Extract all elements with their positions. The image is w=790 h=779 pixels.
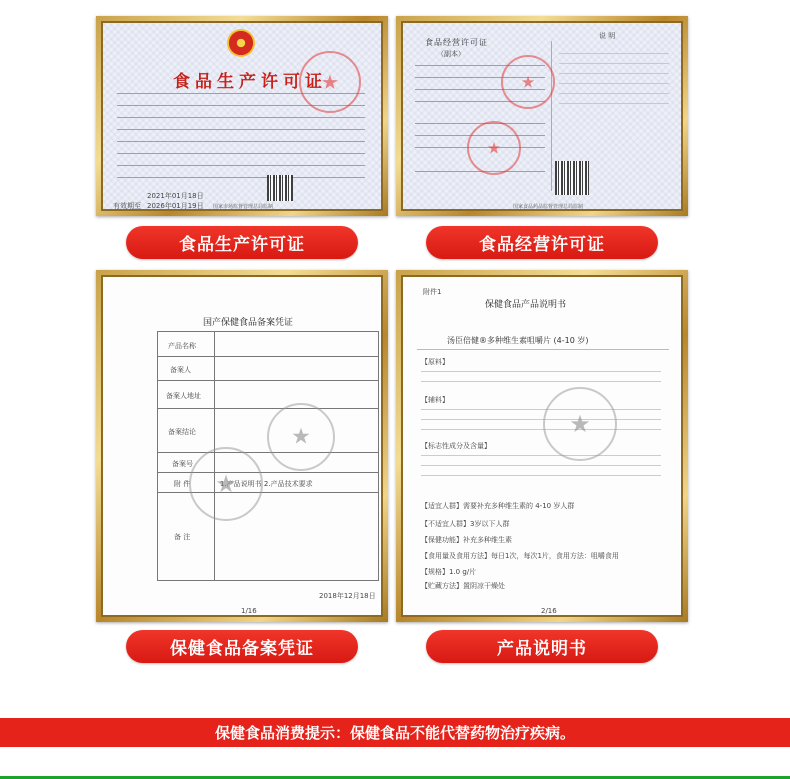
- qr-code: [267, 175, 293, 201]
- caption-food-production-license: 食品生产许可证: [126, 226, 358, 259]
- national-emblem-icon: [227, 29, 255, 57]
- cert-title: 国产保健食品备案凭证: [203, 318, 294, 328]
- cert-food-production-image: [103, 23, 381, 209]
- cert-subtitle: （副本）: [437, 50, 465, 58]
- cert-title: 食品经营许可证: [425, 38, 488, 47]
- cert-footer-note: 国家市场监督管理总局监制: [213, 204, 274, 209]
- caption-product-manual: 产品说明书: [426, 630, 658, 663]
- record-table: 产品名称 备案人 备案人地址 备案结论 备案号 附 件 备 注 1.产品说明书 2.产品技术要求: [157, 331, 379, 581]
- side-title: 说 明: [599, 32, 616, 40]
- caption-food-business-license: 食品经营许可证: [426, 226, 658, 259]
- valid-date: 2026年01月19日: [147, 202, 204, 209]
- red-seal-stamp: ★: [501, 55, 555, 109]
- red-seal-stamp: ★: [467, 121, 521, 175]
- consumer-tip-banner: 保健食品消费提示：保健食品不能代替药物治疗疾病。: [0, 718, 790, 747]
- valid-label: 有效期至: [113, 202, 141, 209]
- attachment-label: 附件1: [423, 288, 442, 296]
- qr-code: [555, 161, 589, 195]
- issue-date: 2021年01月18日: [147, 192, 204, 200]
- cert-food-production-frame: [96, 16, 388, 216]
- cert-title: 食品生产许可证: [173, 72, 327, 92]
- product-name: 汤臣倍健®多种维生素咀嚼片 (4-10 岁): [447, 336, 589, 345]
- red-seal-stamp: ★: [543, 387, 617, 461]
- caption-health-food-record: 保健食品备案凭证: [126, 630, 358, 663]
- cert-product-manual-frame: [396, 270, 688, 622]
- cert-food-business-image: [403, 23, 681, 209]
- page-number: 2/16: [541, 607, 557, 615]
- cert-food-business-frame: [396, 16, 688, 216]
- red-seal-stamp: ★: [189, 447, 263, 521]
- cert-health-food-record-frame: [96, 270, 388, 622]
- cert-product-manual-image: 附件1 保健食品产品说明书 汤臣倍健®多种维生素咀嚼片 (4-10 岁) 【原料】 【辅料】 【标志性成分及含量】 【适宜人群】需要补充多种维生素的 4-10 岁人群 【不适宜人群】3岁以下人群 【保健功能】补充多种维生素 【食用量及食用方法】每日1次，每次1片，食用方法：咀嚼食用 【规格】1.0 g/片 【贮藏方法】置阴凉干燥处 ★ 2/16: [403, 277, 681, 615]
- red-seal-stamp: ★: [267, 403, 335, 471]
- cert-footer-note: 国家食品药品监督管理总局监制: [513, 204, 584, 209]
- attachment-text: 1.产品说明书 2.产品技术要求: [220, 480, 313, 488]
- cert-health-food-record-image: [103, 277, 381, 615]
- record-date: 2018年12月18日: [319, 592, 376, 600]
- page-number: 1/16: [241, 607, 257, 615]
- red-seal-stamp: ★: [299, 51, 361, 113]
- manual-title: 保健食品产品说明书: [485, 300, 567, 310]
